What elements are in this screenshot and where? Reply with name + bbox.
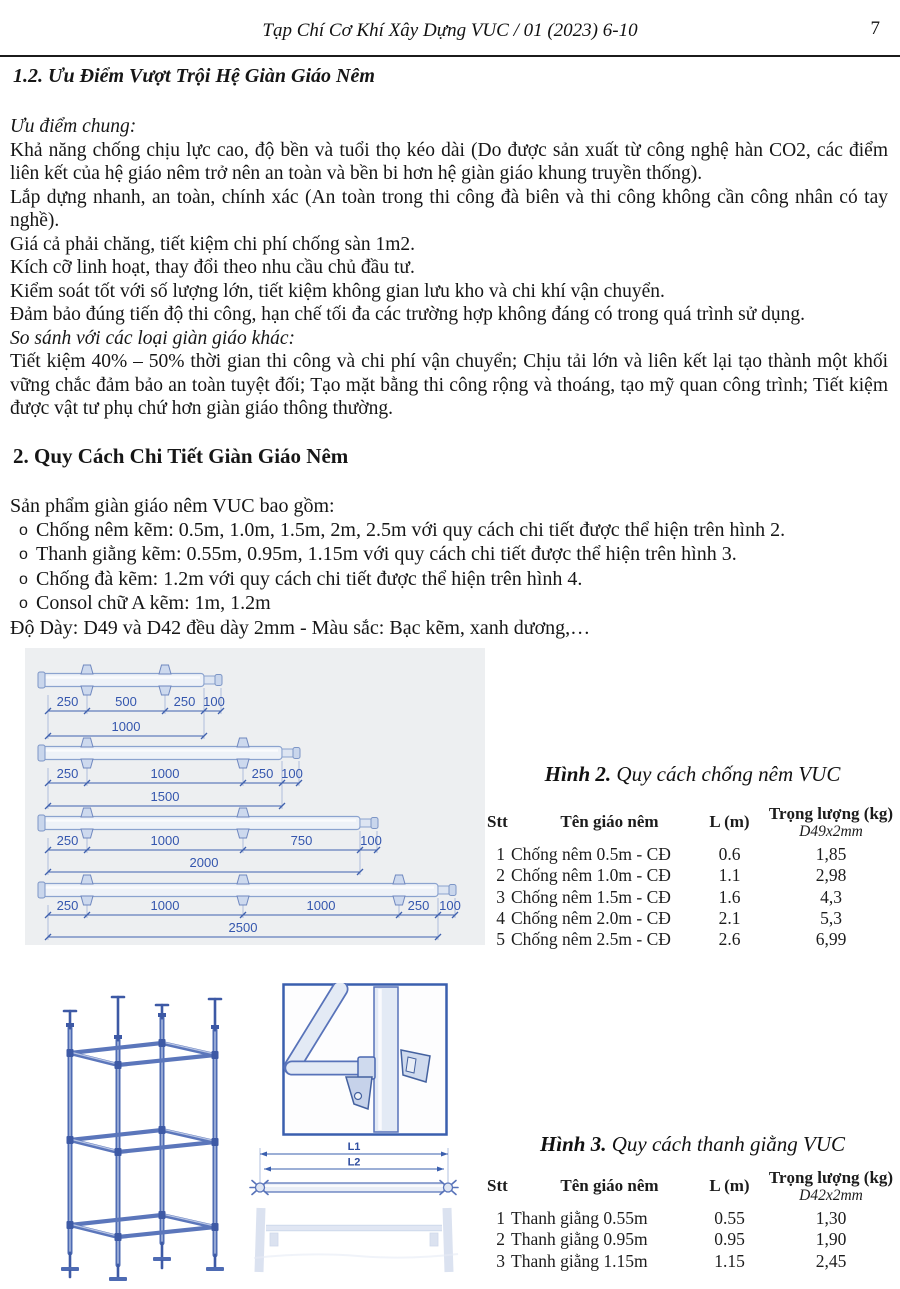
- product-bullet-list: [10, 518, 888, 616]
- dim-label: 100: [439, 898, 461, 913]
- cell-name: Chống nêm 1.0m - CĐ: [511, 865, 671, 886]
- advantage-paragraph: Đảm bảo đúng tiến độ thi công, hạn chế tối đa các trường hợp không đáng có trong quá trình sử dụng.: [10, 304, 806, 325]
- figure3-caption: [485, 1132, 900, 1157]
- main-text-column: [10, 64, 888, 640]
- cell-name: Chống nêm 1.5m - CĐ: [511, 886, 671, 907]
- figure2-caption: [485, 762, 900, 787]
- col-header-weight: [767, 804, 895, 840]
- weight-header-sub: D49x2mm: [799, 823, 863, 840]
- journal-title: Tạp Chí Cơ Khí Xây Dựng VUC / 01 (2023) 6-10: [262, 20, 638, 41]
- bullet-marker: o: [19, 595, 28, 613]
- cell-length: 2.1: [718, 908, 741, 929]
- dim-label: 750: [290, 833, 313, 848]
- dim-label: 100: [281, 766, 303, 781]
- table-header-row: [487, 800, 895, 844]
- table-row: [487, 908, 895, 929]
- cell-name: Chống nêm 2.0m - CĐ: [511, 908, 671, 929]
- figure3-brace-rod-drawing: [248, 1140, 473, 1275]
- cell-length: 1.1: [718, 865, 741, 886]
- advantage-paragraph: Kích cỡ linh hoạt, thay đổi theo nhu cầu chủ đầu tư.: [10, 257, 415, 278]
- table-row: [487, 887, 895, 908]
- col-header-length: L (m): [709, 812, 750, 831]
- cell-name: Thanh giằng 0.95m: [511, 1229, 648, 1250]
- dim-label: 250: [56, 833, 79, 848]
- cell-stt: 5: [496, 929, 505, 950]
- header-rule: [0, 55, 900, 57]
- weight-header-main: Trọng lượng (kg): [768, 804, 894, 823]
- dim-label: 250: [173, 694, 196, 709]
- figure3-wedge-joint-detail: [282, 983, 448, 1136]
- page-number: 7: [870, 18, 880, 39]
- cell-length: 0.55: [714, 1208, 745, 1229]
- cell-name: Thanh giằng 0.55m: [511, 1208, 648, 1229]
- cell-stt: 1: [496, 844, 505, 865]
- list-item: [10, 542, 888, 567]
- dim-label: 100: [203, 694, 225, 709]
- dim-label: 1000: [150, 833, 180, 848]
- section-1-2-heading: 1.2. Ưu Điểm Vượt Trội Hệ Giàn Giáo Nêm: [13, 65, 375, 87]
- table-row: [487, 844, 895, 865]
- dim-total-label: 1500: [150, 789, 180, 804]
- bullet-text: Chống nêm kẽm: 0.5m, 1.0m, 1.5m, 2m, 2.5m với quy cách chi tiết được thể hiện trên hình 2.: [36, 518, 786, 541]
- figure3-caption-label: Hình 3.: [539, 1132, 607, 1156]
- bullet-marker: o: [19, 570, 28, 588]
- thickness-color-note: Độ Dày: D49 và D42 đều dày 2mm - Màu sắc: Bạc kẽm, xanh dương,…: [10, 616, 591, 639]
- col-header-length: L (m): [709, 1176, 750, 1195]
- dim-label: 1000: [150, 766, 180, 781]
- advantage-paragraph: Giá cả phải chăng, tiết kiệm chi phí chống sàn 1m2.: [10, 233, 416, 255]
- dim-label: 250: [56, 898, 79, 913]
- list-item: [10, 591, 888, 616]
- list-item: [10, 518, 888, 543]
- cell-weight: 1,30: [815, 1208, 847, 1229]
- section-2-intro: Sản phẩm giàn giáo nêm VUC bao gồm:: [10, 494, 335, 517]
- figure2-caption-label: Hình 2.: [544, 762, 612, 786]
- compare-label: So sánh với các loại giàn giáo khác:: [10, 327, 295, 349]
- figure3-spec-table: [487, 1164, 895, 1272]
- advantage-paragraph: Khả năng chống chịu lực cao, độ bền và tuổi thọ kéo dài (Do được sản xuất từ công nghệ hàn CO2, các điểm liên kết của hệ giáo nêm trở nên an toàn và bền bi hơn hệ giàn giáo khung truyền thống).: [10, 139, 888, 184]
- weight-header-sub: D42x2mm: [799, 1187, 863, 1204]
- dim-label: 250: [56, 694, 79, 709]
- cell-stt: 2: [496, 1229, 505, 1250]
- dim-label-l1: L1: [347, 1141, 361, 1153]
- cell-length: 1.15: [714, 1250, 745, 1271]
- col-header-stt: Stt: [487, 1176, 508, 1195]
- dim-label: 1000: [150, 898, 180, 913]
- table-row: [487, 865, 895, 886]
- bullet-marker: o: [19, 546, 28, 564]
- figure2-caption-text: Quy cách chống nêm VUC: [611, 762, 841, 786]
- cell-name: Thanh giằng 1.15m: [511, 1250, 648, 1271]
- list-item: [10, 567, 888, 592]
- cell-length: 0.95: [714, 1229, 745, 1250]
- dim-total-label: 2500: [228, 920, 258, 935]
- cell-stt: 3: [496, 886, 505, 907]
- figure3-caption-text: Quy cách thanh giằng VUC: [606, 1132, 846, 1156]
- cell-weight: 4,3: [820, 886, 842, 907]
- advantages-label: Ưu điểm chung:: [10, 116, 137, 137]
- dim-label: 250: [251, 766, 274, 781]
- weight-header-main: Trọng lượng (kg): [768, 1168, 894, 1187]
- advantage-paragraph: Kiểm soát tốt với số lượng lớn, tiết kiệm không gian lưu kho và chi khí vận chuyển.: [10, 280, 665, 302]
- cell-length: 1.6: [718, 886, 741, 907]
- col-header-weight: [767, 1168, 895, 1204]
- cell-length: 2.6: [718, 929, 741, 950]
- cell-weight: 2,98: [815, 865, 847, 886]
- dim-total-label: 1000: [111, 719, 141, 734]
- table-row: [487, 1229, 895, 1250]
- cell-stt: 4: [496, 908, 505, 929]
- table-row: [487, 1208, 895, 1229]
- dim-label: 100: [360, 833, 382, 848]
- figure2-spec-table: [487, 800, 895, 950]
- cell-weight: 6,99: [815, 929, 847, 950]
- figure2-prop-dimension-drawing: [25, 648, 485, 945]
- dim-label: 250: [56, 766, 79, 781]
- col-header-name: Tên giáo nêm: [560, 1176, 659, 1195]
- figure3-scaffold-tower-drawing: [25, 985, 240, 1285]
- dim-label: 500: [115, 694, 137, 709]
- cell-weight: 1,90: [815, 1229, 847, 1250]
- cell-stt: 1: [496, 1208, 505, 1229]
- dim-total-label: 2000: [189, 855, 219, 870]
- col-header-name: Tên giáo nêm: [560, 812, 659, 831]
- table-header-row: [487, 1164, 895, 1208]
- dim-label: 1000: [306, 898, 336, 913]
- col-header-stt: Stt: [487, 812, 508, 831]
- bullet-marker: o: [19, 521, 28, 539]
- dim-label-l2: L2: [347, 1156, 361, 1169]
- cell-stt: 2: [496, 865, 505, 886]
- dim-label: 250: [407, 898, 430, 913]
- table-row: [487, 929, 895, 950]
- bullet-text: Chống đà kẽm: 1.2m với quy cách chi tiết được thể hiện trên hình 4.: [36, 567, 583, 590]
- cell-name: Chống nêm 2.5m - CĐ: [511, 929, 671, 950]
- bullet-text: Consol chữ A kẽm: 1m, 1.2m: [36, 592, 271, 615]
- cell-weight: 1,85: [815, 844, 847, 865]
- cell-weight: 5,3: [820, 908, 842, 929]
- cell-stt: 3: [496, 1250, 505, 1271]
- bullet-text: Thanh giằng kẽm: 0.55m, 0.95m, 1.15m với quy cách chi tiết được thể hiện trên hình 3.: [36, 543, 737, 566]
- cell-length: 0.6: [718, 844, 741, 865]
- compare-paragraph: Tiết kiệm 40% – 50% thời gian thi công và chi phí vận chuyển; Chịu tải lớn và liên kết lại tạo thành một khối vững chắc đảm bảo an toàn tuyệt đối; Tạo mặt bằng thi công rộng và thoáng, tạo mỹ quan công trình; Tiết kiệm được vật tư phụ chứ hơn giàn giáo thông thường.: [10, 351, 888, 419]
- cell-weight: 2,45: [815, 1250, 847, 1271]
- section-2-heading: 2. Quy Cách Chi Tiết Giàn Giáo Nêm: [13, 443, 349, 468]
- advantage-paragraph: Lắp dựng nhanh, an toàn, chính xác (An toàn trong thi công đà biên và thi công không cần công nhân có tay nghề).: [10, 186, 888, 231]
- table-row: [487, 1251, 895, 1272]
- cell-name: Chống nêm 0.5m - CĐ: [511, 844, 671, 865]
